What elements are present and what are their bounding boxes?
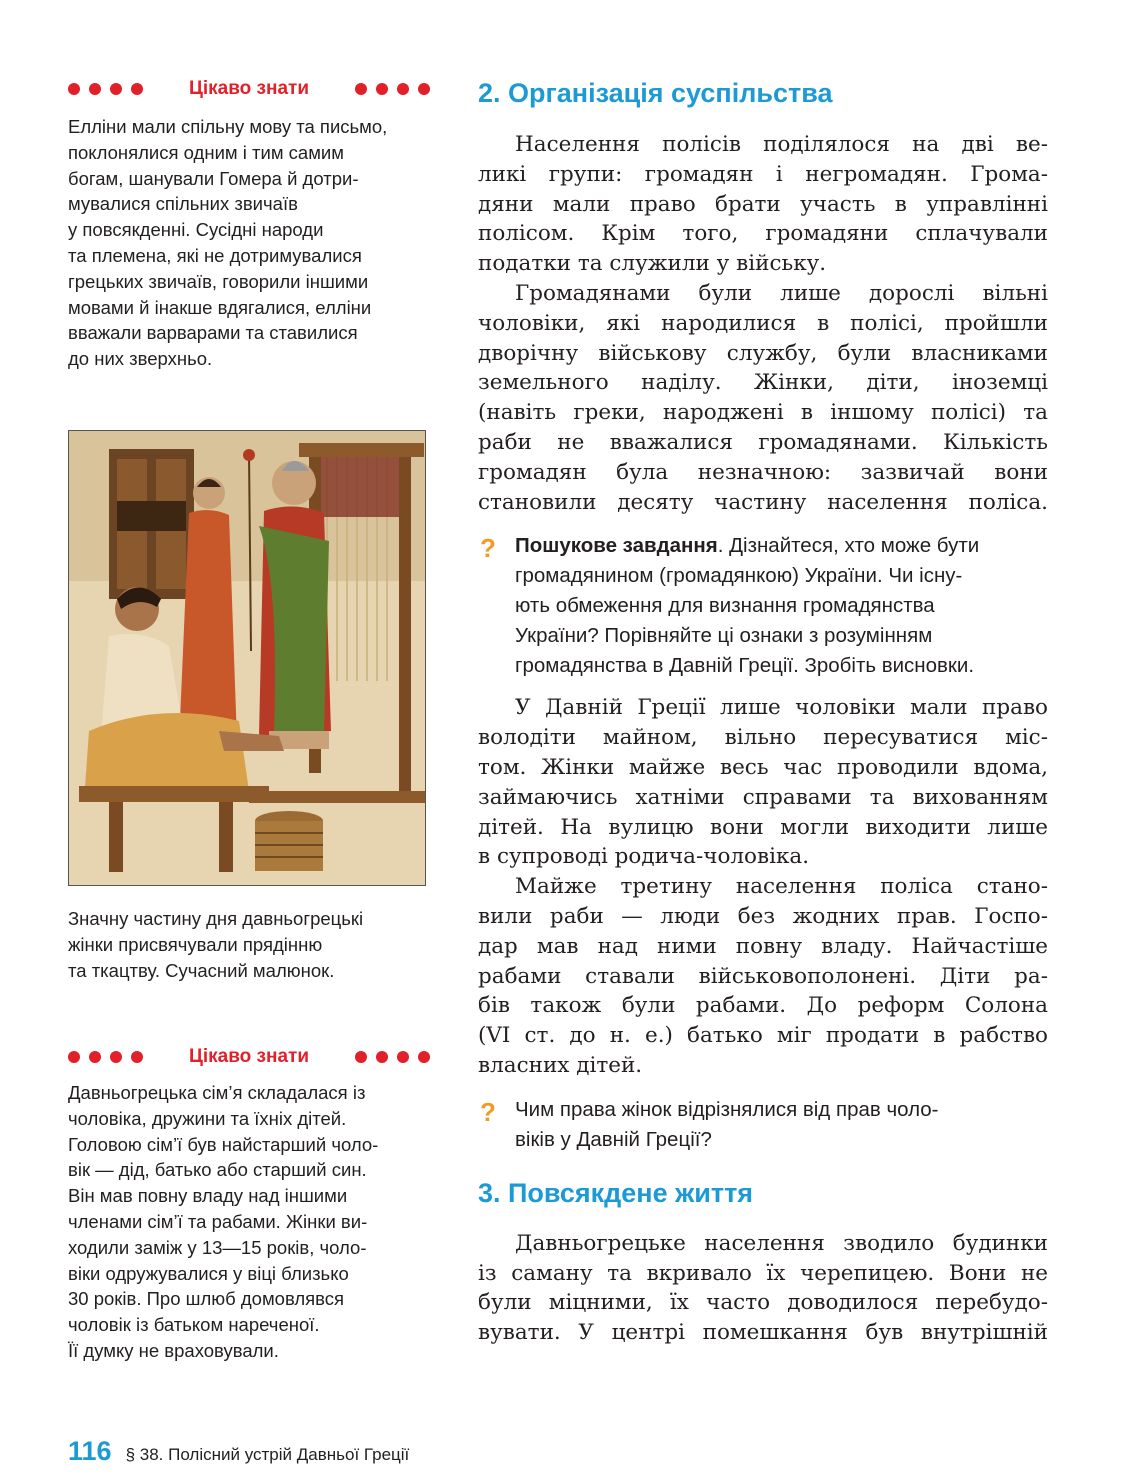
text-line: мувалися спільних звичаїв	[68, 193, 298, 215]
text-line: мовами й інакше вдягалися, елліни	[68, 296, 372, 318]
section-heading: 2. Організація суспільства	[478, 77, 833, 108]
decorative-dots-left	[68, 1051, 143, 1063]
text-line: (навіть греки, народжені в іншому полісі) та	[478, 400, 1048, 426]
question-mark-icon: ?	[480, 1096, 496, 1127]
text-line: Давньогрецька сім’я складалася із	[68, 1082, 366, 1103]
text-line: становили десяту частину населення поліса.	[478, 489, 1048, 515]
fact-box-text	[68, 1080, 430, 1364]
weaving-women-illustration	[68, 430, 426, 886]
caption-line: Значну частину дня давньогрецькі	[68, 908, 364, 929]
text-line: займаючись хатніми справами та вихованням	[478, 784, 1048, 810]
text-line: (VI ст. до н. е.) батько міг продати в рабство	[478, 1023, 1048, 1049]
paragraph	[478, 1229, 1048, 1348]
question-mark-icon: ?	[480, 533, 496, 564]
text-line: громадянином (громадянкою) України. Чи існу-	[515, 564, 963, 588]
text-line: Майже третину населення поліса стано-	[515, 874, 1048, 900]
text-line: грецьких звичаїв, говорили іншими	[68, 270, 369, 292]
text-line: вік — дід, батько або старший син.	[68, 1159, 367, 1181]
text-line: дар мав над ними повну владу. Найчастіше	[478, 933, 1048, 959]
text-line: володіти майном, вільно пересуватися міс-	[478, 725, 1048, 751]
text-line: дяни мали право брати участь в управлінні	[478, 191, 1048, 217]
fact-box-header	[68, 72, 430, 106]
text-line: були міцними, їх часто доводилося перебудо-	[478, 1290, 1048, 1316]
text-line: том. Жінки майже весь час проводили вдома,	[478, 754, 1048, 780]
text-line: чоловік із батьком нареченої.	[68, 1314, 320, 1336]
text-line: у повсякденні. Сусідні народи	[68, 219, 324, 241]
illustration-caption	[68, 906, 430, 984]
text-line: Її думку не враховували.	[68, 1339, 279, 1361]
text-line: ють обмеження для визнання громадянства	[515, 594, 935, 618]
text-line: податки та служили у війську.	[478, 251, 827, 277]
text-line: чоловіка, дружини та їхніх дітей.	[68, 1107, 347, 1129]
text-line: Громадянами були лише дорослі вільні	[515, 280, 1048, 306]
page-footer	[68, 1436, 409, 1467]
paragraph	[478, 279, 1048, 517]
text-line: віків у Давній Греції?	[515, 1127, 712, 1151]
text-line: полісом. Крім того, громадяни сплачували	[478, 221, 1048, 247]
text-line	[515, 531, 1048, 561]
fact-box-text	[68, 114, 430, 372]
text-line: громадян була незначною: зазвичай вони	[478, 459, 1048, 485]
text-line: громадянства в Давній Греції. Зробіть висновки.	[515, 654, 975, 678]
paragraph	[478, 693, 1048, 872]
text-line: членами сім’ї та рабами. Жінки ви-	[68, 1210, 368, 1232]
text-line: в супроводі родича-чоловіка.	[478, 844, 810, 870]
text-line: дворічну військову службу, були власниками	[478, 340, 1048, 366]
search-task	[478, 531, 1048, 681]
text-line: та племена, які не дотримувалися	[68, 244, 362, 266]
paragraph	[478, 130, 1048, 279]
text-line: Населення полісів поділялося на дві ве-	[515, 132, 1048, 157]
fact-box-title: Цікаво знати	[188, 78, 310, 99]
text-line: ликі групи: громадян і негромадян. Грома-	[478, 161, 1048, 187]
page-number: 116	[68, 1436, 112, 1466]
fact-box-1	[68, 72, 430, 372]
text-line: Елліни мали спільну мову та письмо,	[68, 116, 388, 137]
text-line: до них зверхньо.	[68, 348, 213, 370]
text-line: земельного наділу. Жінки, діти, іноземці	[478, 370, 1048, 396]
text-line: віки одружувалися у віці близько	[68, 1262, 349, 1284]
fact-box-title: Цікаво знати	[188, 1046, 310, 1067]
text-line: поклонялися одним і тим самим	[68, 141, 344, 163]
section-heading: 3. Повсякдене життя	[478, 1178, 754, 1209]
text-line: вважали варварами та ставилися	[68, 322, 358, 344]
text-line: дітей. На вулицю вони могли виходити лише	[478, 814, 1048, 840]
text-line: Він мав повну владу над іншими	[68, 1185, 348, 1207]
fact-box-2	[68, 1040, 430, 1364]
caption-line: та ткацтву. Сучасний малюнок.	[68, 960, 335, 981]
text-line: вили раби — люди без жодних прав. Госпо-	[478, 903, 1048, 929]
main-text-column	[478, 72, 1048, 1348]
text-line: богам, шанували Гомера й дотри-	[68, 167, 359, 189]
text-line: України? Порівняйте ці ознаки з розумінням	[515, 624, 933, 648]
decorative-dots-left	[68, 83, 143, 95]
text-line: рабами ставали військовополонені. Діти ра-	[478, 963, 1048, 989]
fact-box-header	[68, 1040, 430, 1074]
task-label: Пошукове завдання	[515, 534, 718, 558]
text-line: У Давній Греції лише чоловіки мали право	[515, 695, 1048, 721]
question-task	[478, 1095, 1048, 1155]
decorative-dots-right	[355, 83, 430, 95]
text-line: чоловіки, які народилися в полісі, пройшли	[478, 310, 1048, 336]
paragraph	[478, 872, 1048, 1081]
decorative-dots-right	[355, 1051, 430, 1063]
text-line: Чим права жінок відрізнялися від прав чоло-	[515, 1097, 939, 1121]
text-line: Головою сім’ї був найстарший чоло-	[68, 1133, 379, 1155]
caption-line: жінки присвячували прядінню	[68, 934, 323, 955]
text-line: Давньогрецьке населення зводило будинки	[515, 1230, 1048, 1256]
text-line: вувати. У центрі помешкання був внутрішній	[478, 1320, 1048, 1346]
text-line: раби не вважалися громадянами. Кількість	[478, 429, 1048, 455]
text-line: ходили заміж у 13—15 років, чоло-	[68, 1236, 367, 1258]
text-line: бів також були рабами. До реформ Солона	[478, 993, 1048, 1019]
text-line: власних дітей.	[478, 1052, 643, 1078]
text-line: із саману та вкривало їх черепицею. Вони не	[478, 1260, 1048, 1286]
task-text: . Дізнайтеся, хто може бути	[717, 534, 980, 558]
text-line: 30 років. Про шлюб домовлявся	[68, 1288, 345, 1310]
running-title: § 38. Полісний устрій Давньої Греції	[125, 1445, 410, 1464]
